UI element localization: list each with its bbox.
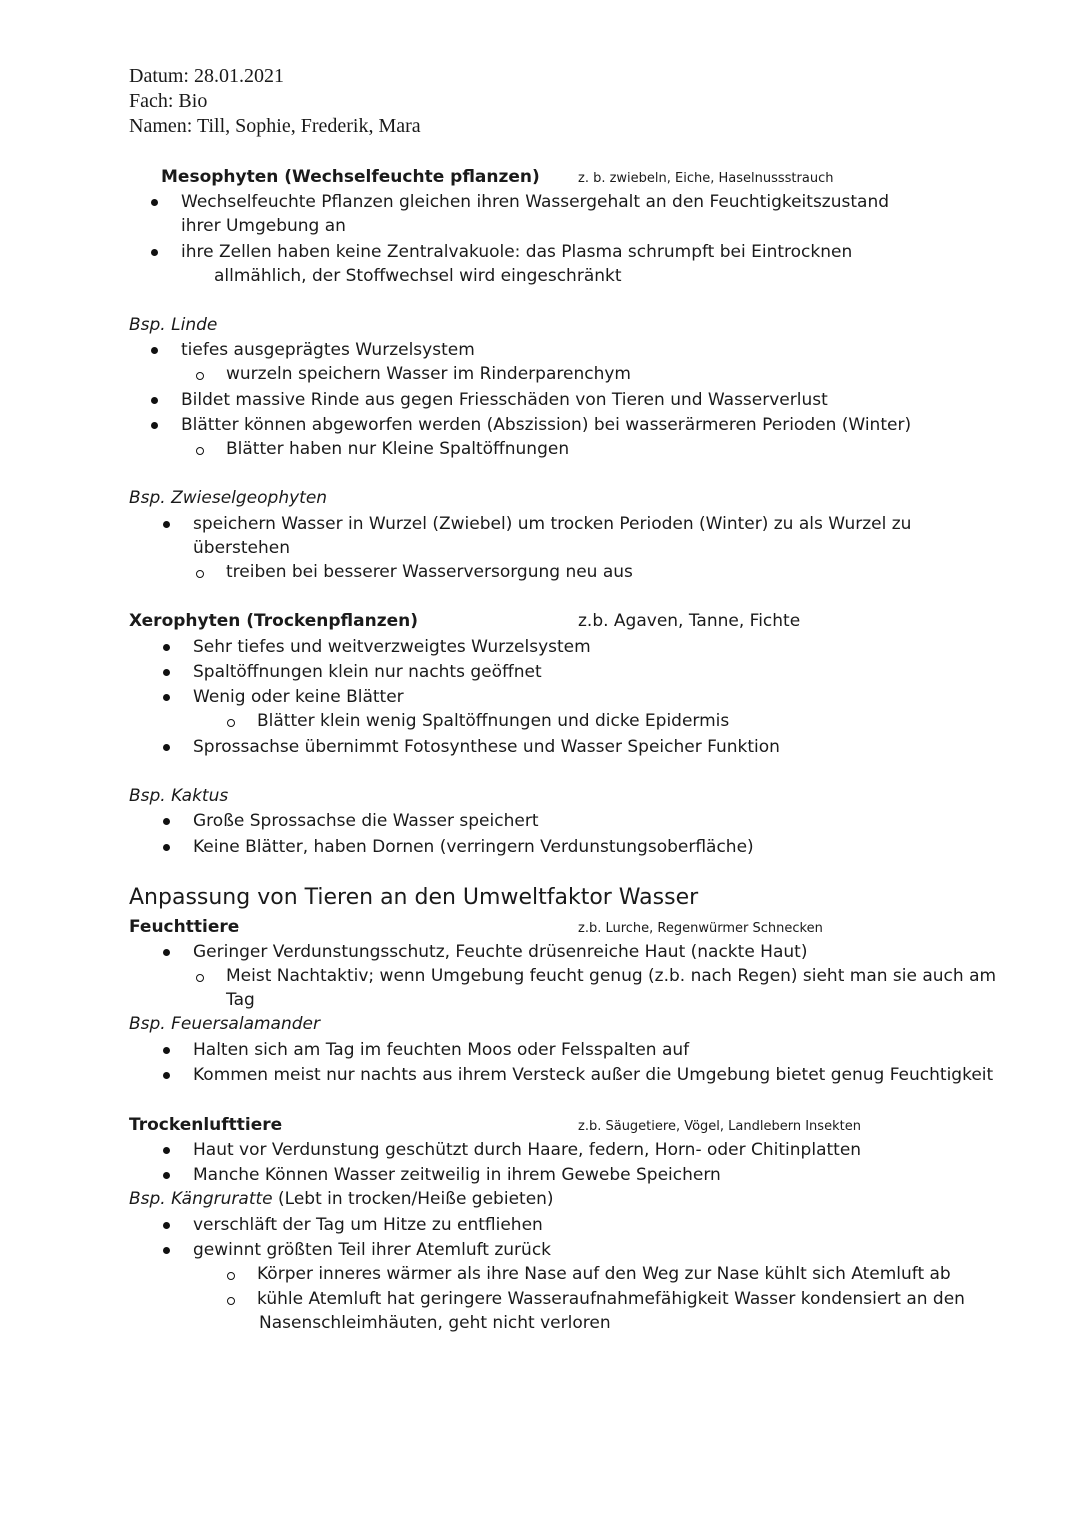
feuchttiere-title: Feuchttiere [129,917,240,937]
list-item: Manche Können Wasser zeitweilig in ihrem Gewebe Speichern [193,1165,721,1185]
list-item: verschläft der Tag um Hitze zu entfliehen [193,1215,543,1235]
kaenguruatte-heading [129,1187,554,1211]
feuchttiere-examples: z.b. Lurche, Regenwürmer Schnecken [578,921,823,936]
mesophyten-title: Mesophyten (Wechselfeuchte pflanzen) [161,167,540,187]
xerophyten-examples: z.b. Agaven, Tanne, Fichte [578,611,801,631]
list-item: Sprossachse übernimmt Fotosynthese und Wasser Speicher Funktion [193,737,780,757]
kaktus-title: Bsp. Kaktus [129,786,229,806]
list-item: Sehr tiefes und weitverzweigtes Wurzelsystem [193,637,591,657]
list-item: Keine Blätter, haben Dornen (verringern Verdunstungsoberfläche) [193,837,754,857]
xerophyten-title: Xerophyten (Trockenpflanzen) [129,611,419,631]
list-item: Wechselfeuchte Pflanzen gleichen ihren Wassergehalt an den Feuchtigkeitszustand [181,192,890,212]
sub-list-item: Blätter haben nur Kleine Spaltöffnungen [226,439,570,459]
list-item-continuation: ihrer Umgebung an [181,216,346,236]
sub-list-item: kühle Atemluft hat geringere Wasseraufnahmefähigkeit Wasser kondensiert an den [257,1289,965,1309]
names-line: Namen: Till, Sophie, Frederik, Mara [129,115,421,137]
trockenlufttiere-title: Trockenlufttiere [129,1115,283,1135]
sub-list-item: wurzeln speichern Wasser im Rinderparenchym [226,364,631,384]
mesophyten-examples: z. b. zwiebeln, Eiche, Haselnussstrauch [578,171,834,186]
list-item-continuation: überstehen [193,538,291,558]
list-item: Halten sich am Tag im feuchten Moos oder Felsspalten auf [193,1040,690,1060]
list-item: Blätter können abgeworfen werden (Abszission) bei wasserärmeren Perioden (Winter) [181,415,912,435]
sub-list-item: Blätter klein wenig Spaltöffnungen und dicke Epidermis [257,711,730,731]
list-item: Haut vor Verdunstung geschützt durch Haare, federn, Horn- oder Chitinplatten [193,1140,862,1160]
list-item: ihre Zellen haben keine Zentralvakuole: das Plasma schrumpft bei Eintrocknen [181,242,853,262]
list-item: Spaltöffnungen klein nur nachts geöffnet [193,662,542,682]
sub-list-item: Körper inneres wärmer als ihre Nase auf den Weg zur Nase kühlt sich Atemluft ab [257,1264,951,1284]
list-item: tiefes ausgeprägtes Wurzelsystem [181,340,475,360]
list-item: speichern Wasser in Wurzel (Zwiebel) um trocken Perioden (Winter) zu als Wurzel zu [193,514,912,534]
zwiebel-title: Bsp. Zwieselgeophyten [129,488,328,508]
list-item: Wenig oder keine Blätter [193,687,404,707]
list-item-continuation: allmählich, der Stoffwechsel wird eingeschränkt [214,266,622,286]
sub-list-item-continuation: Tag [226,990,255,1010]
sub-list-item: Meist Nachtaktiv; wenn Umgebung feucht genug (z.b. nach Regen) sieht man sie auch am [226,966,997,986]
trockenlufttiere-examples: z.b. Säugetiere, Vögel, Landlebern Insekten [578,1119,861,1134]
salamander-title: Bsp. Feuersalamander [129,1014,320,1034]
date-line: Datum: 28.01.2021 [129,65,284,87]
list-item: Geringer Verdunstungsschutz, Feuchte drüsenreiche Haut (nackte Haut) [193,942,808,962]
list-item: gewinnt größten Teil ihrer Atemluft zurück [193,1240,552,1260]
list-item: Bildet massive Rinde aus gegen Friesschäden von Tieren und Wasserverlust [181,390,828,410]
list-item: Kommen meist nur nachts aus ihrem Versteck außer die Umgebung bietet genug Feuchtigkeit [193,1065,994,1085]
kaenguruatte-title: Bsp. Kängruratte [129,1189,273,1209]
sub-list-item: treiben bei besserer Wasserversorgung neu aus [226,562,633,582]
subject-line: Fach: Bio [129,90,208,112]
sub-list-item-continuation: Nasenschleimhäuten, geht nicht verloren [259,1313,611,1333]
section-heading: Anpassung von Tieren an den Umweltfaktor Wasser [129,885,699,910]
linde-title: Bsp. Linde [129,315,218,335]
list-item: Große Sprossachse die Wasser speichert [193,811,539,831]
kaenguruatte-note: (Lebt in trocken/Heiße gebieten) [272,1189,554,1209]
